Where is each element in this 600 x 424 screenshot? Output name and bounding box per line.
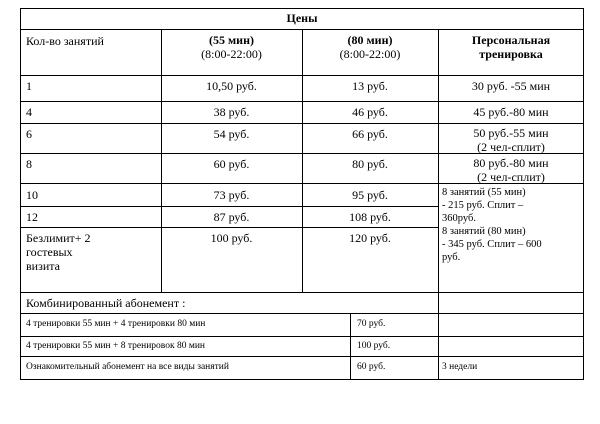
row-count: 12 [26, 210, 38, 224]
combined-row-price: 70 руб. [357, 319, 386, 329]
header-80-min [302, 33, 438, 61]
row-count-line: визита [26, 259, 60, 273]
header-personal-training [438, 33, 584, 61]
combined-title: Комбинированный абонемент : [26, 296, 186, 310]
combined-row-label: Ознакомительный абонемент на все виды занятий [26, 362, 229, 372]
header-personal-line2: тренировка [479, 47, 543, 61]
row-price-80: 13 руб. [352, 79, 388, 93]
row-price-80: 46 руб. [352, 105, 388, 119]
row-personal-line: (2 чел-сплит) [477, 140, 545, 154]
row-price-55: 54 руб. [213, 127, 250, 141]
row-count-line: Безлимит+ 2 [26, 231, 91, 245]
row-personal-line: (2 чел-сплит) [477, 170, 545, 184]
row-personal: 45 руб.-80 мин [473, 105, 549, 119]
row-personal [438, 156, 584, 184]
row-count-line: гостевых [26, 245, 73, 259]
row-count-unlimited [26, 231, 91, 273]
row-price-55: 87 руб. [213, 210, 250, 224]
combined-row-price: 60 руб. [357, 362, 386, 372]
row-price-80: 66 руб. [352, 127, 388, 141]
row-count: 8 [26, 157, 32, 171]
personal-merged-line: руб. [442, 252, 461, 263]
header-80-min-hours: (8:00-22:00) [339, 47, 401, 61]
row-price-55: 73 руб. [213, 188, 250, 202]
row-price-80: 108 руб. [349, 210, 391, 224]
header-55-min-hours: (8:00-22:00) [201, 47, 262, 61]
row-price-55: 10,50 руб. [206, 79, 257, 93]
row-price-80: 120 руб. [349, 231, 391, 245]
personal-merged-line: 8 занятий (55 мин) [442, 187, 526, 198]
header-55-min-duration: (55 мин) [209, 33, 254, 47]
row-count: 1 [26, 79, 32, 93]
header-sessions-count: Кол-во занятий [26, 34, 104, 48]
personal-merged-line: 8 занятий (80 мин) [442, 226, 526, 237]
header-55-min [161, 33, 302, 61]
row-personal [438, 126, 584, 154]
row-price-80: 95 руб. [352, 188, 388, 202]
row-price-55: 100 руб. [210, 231, 253, 245]
combined-row-note: 3 недели [442, 362, 478, 372]
table-title: Цены [286, 11, 318, 25]
row-personal-line: 50 руб.-55 мин [473, 126, 549, 140]
header-80-min-duration: (80 мин) [347, 33, 393, 47]
header-personal-line1: Персональная [471, 33, 551, 47]
row-personal: 30 руб. -55 мин [471, 79, 551, 93]
row-count: 10 [26, 188, 38, 202]
row-count: 6 [26, 127, 32, 141]
personal-merged-line: 360руб. [442, 213, 476, 224]
row-count: 4 [26, 105, 32, 119]
row-price-55: 38 руб. [213, 105, 250, 119]
combined-row-price: 100 руб. [357, 341, 391, 351]
personal-merged-line: - 345 руб. Сплит – 600 [442, 239, 542, 250]
personal-merged-line: - 215 руб. Сплит – [442, 200, 524, 211]
row-price-55: 60 руб. [213, 157, 250, 171]
row-personal-line: 80 руб.-80 мин [473, 156, 549, 170]
row-price-80: 80 руб. [352, 157, 388, 171]
combined-row-label: 4 тренировки 55 мин + 8 тренировок 80 мин [26, 341, 205, 351]
combined-row-label: 4 тренировки 55 мин + 4 тренировки 80 мин [26, 319, 206, 329]
personal-merged-cell [442, 186, 542, 264]
